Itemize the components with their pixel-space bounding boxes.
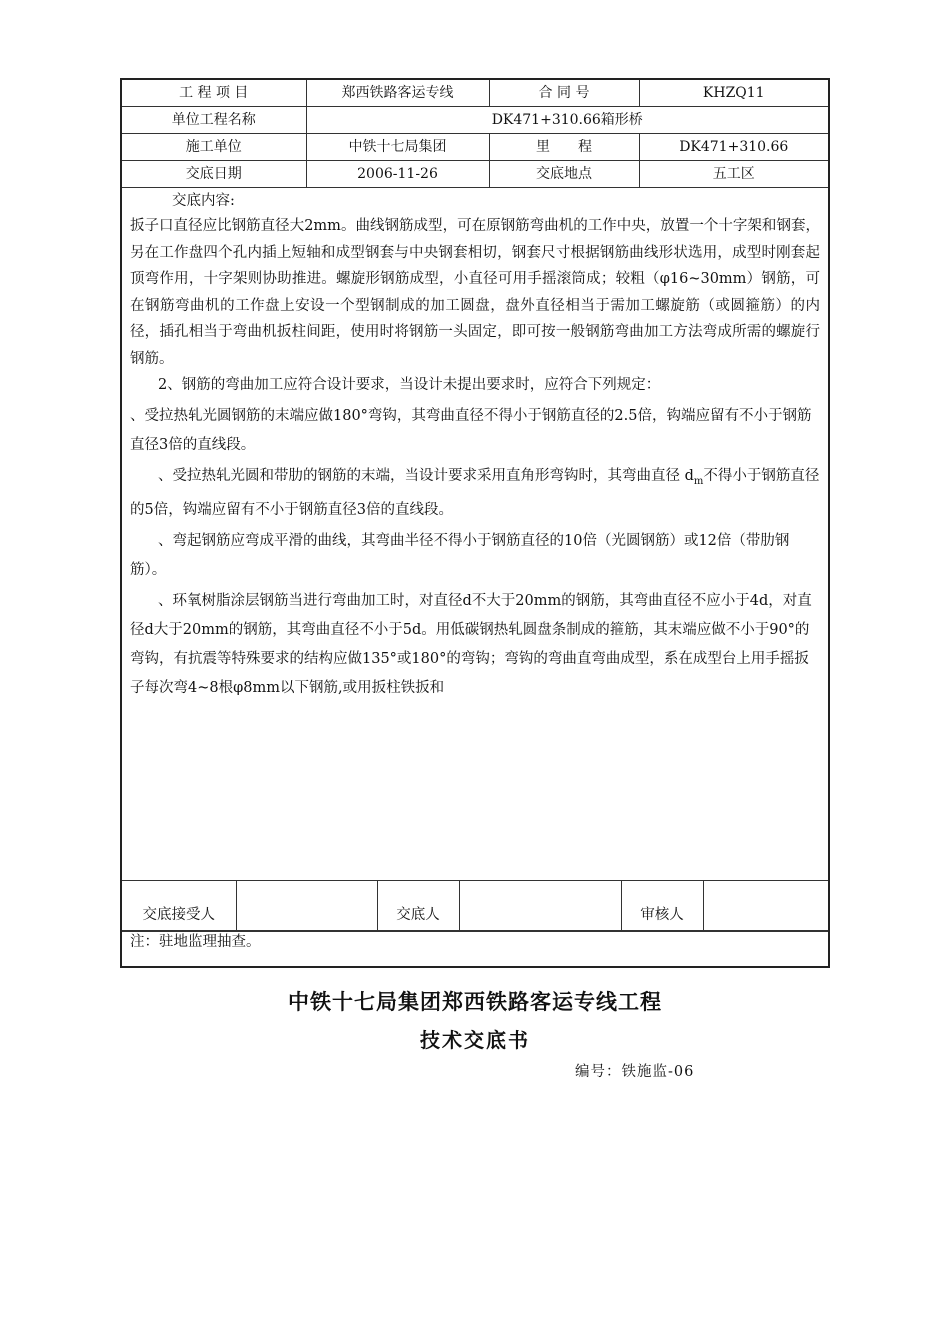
unit-label: 单位工程名称 [122, 107, 306, 134]
header-row-unit [122, 107, 828, 134]
location-label: 交底地点 [489, 161, 639, 188]
receiver-signature-cell [236, 881, 377, 931]
document-subtitle: 技术交底书 [420, 1028, 530, 1052]
signature-table [122, 880, 828, 931]
p4-text-a: 、受拉热轧光圆和带肋的钢筋的末端，当设计要求采用直角形弯钩时，其弯曲直径 d [158, 468, 694, 484]
receiver-label: 交底接受人 [122, 881, 236, 931]
reviewer-signature-cell [703, 881, 828, 931]
contractor-value: 中铁十七局集团 [306, 134, 489, 161]
unit-value: DK471+310.66箱形桥 [306, 107, 828, 134]
location-value: 五工区 [639, 161, 828, 188]
project-label: 工 程 项 目 [122, 80, 306, 107]
document-number: 编号：铁施监-06 [575, 1064, 695, 1080]
contract-label: 合 同 号 [489, 80, 639, 107]
content-paragraph-6: 、环氧树脂涂层钢筋当进行弯曲加工时，对直径d不大于20mm的钢筋，其弯曲直径不应小于4d，对直径d大于20mm的钢筋，其弯曲直径不小于5d。用低碳钢热轧圆盘条制成的箍筋，其末端应做不小于90°的弯钩，有抗震等特殊要求的结构应做135°或180°的弯钩；弯钩的弯曲直弯曲成型，系在成型台上用手摇扳子每次弯4~8根φ8mm以下钢筋,或用扳柱铁扳和 [130, 592, 812, 696]
disclosure-form [120, 78, 830, 968]
content-label: 交底内容: [172, 193, 235, 209]
document-title: 中铁十七局集团郑西铁路客运专线工程 [288, 990, 662, 1014]
content-paragraph-1: 扳子口直径应比钢筋直径大2mm。曲线钢筋成型，可在原钢筋弯曲机的工作中央，放置一个十字架和钢套，另在工作盘四个孔内插上短轴和成型钢套与中央钢套相切，钢套尺寸根据钢筋曲线形状选用，成型时刚套起顶弯作用，十字架则协助推进。螺旋形钢筋成型，小直径可用手摇滚筒成；较粗（φ16~30mm）钢筋，可在钢筋弯曲机的工作盘上安设一个型钢制成的加工圆盘，盘外直径相当于需加工螺旋筋（或圆箍筋）的内径，插孔相当于弯曲机扳柱间距，使用时将钢筋一头固定，即可按一般钢筋弯曲加工方法弯成所需的螺旋行钢筋。 [130, 218, 820, 367]
note: 注：驻地监理抽查。 [122, 931, 828, 966]
disclosure-content [122, 190, 828, 880]
reviewer-label: 审核人 [621, 881, 703, 931]
p4-text-b: 不得小于钢筋直径的5倍，钩端应留有不小于钢筋直径3倍的直线段。 [130, 468, 820, 518]
header-table [122, 80, 828, 188]
content-paragraph-5: 、弯起钢筋应弯成平滑的曲线，其弯曲半径不得小于钢筋直径的10倍（光圆钢筋）或12倍（带肋钢筋）。 [130, 532, 790, 578]
date-value: 2006-11-26 [306, 161, 489, 188]
content-paragraph-3: 、受拉热轧光圆钢筋的末端应做180°弯钩，其弯曲直径不得小于钢筋直径的2.5倍，钩端应留有不小于钢筋直径3倍的直线段。 [130, 408, 812, 453]
signature-row [122, 880, 828, 931]
content-paragraph-4 [130, 462, 820, 525]
header-row-contractor [122, 134, 828, 161]
mileage-value: DK471+310.66 [639, 134, 828, 161]
project-value: 郑西铁路客运专线 [306, 80, 489, 107]
contractor-label: 施工单位 [122, 134, 306, 161]
date-label: 交底日期 [122, 161, 306, 188]
contract-value: KHZQ11 [639, 80, 828, 107]
mileage-label: 里 程 [489, 134, 639, 161]
content-paragraph-2: 2、钢筋的弯曲加工应符合设计要求，当设计未提出要求时，应符合下列规定： [158, 377, 661, 393]
presenter-label: 交底人 [377, 881, 459, 931]
header-row-project [122, 80, 828, 107]
p4-subscript: m [693, 475, 704, 487]
header-row-date [122, 161, 828, 188]
presenter-signature-cell [459, 881, 621, 931]
